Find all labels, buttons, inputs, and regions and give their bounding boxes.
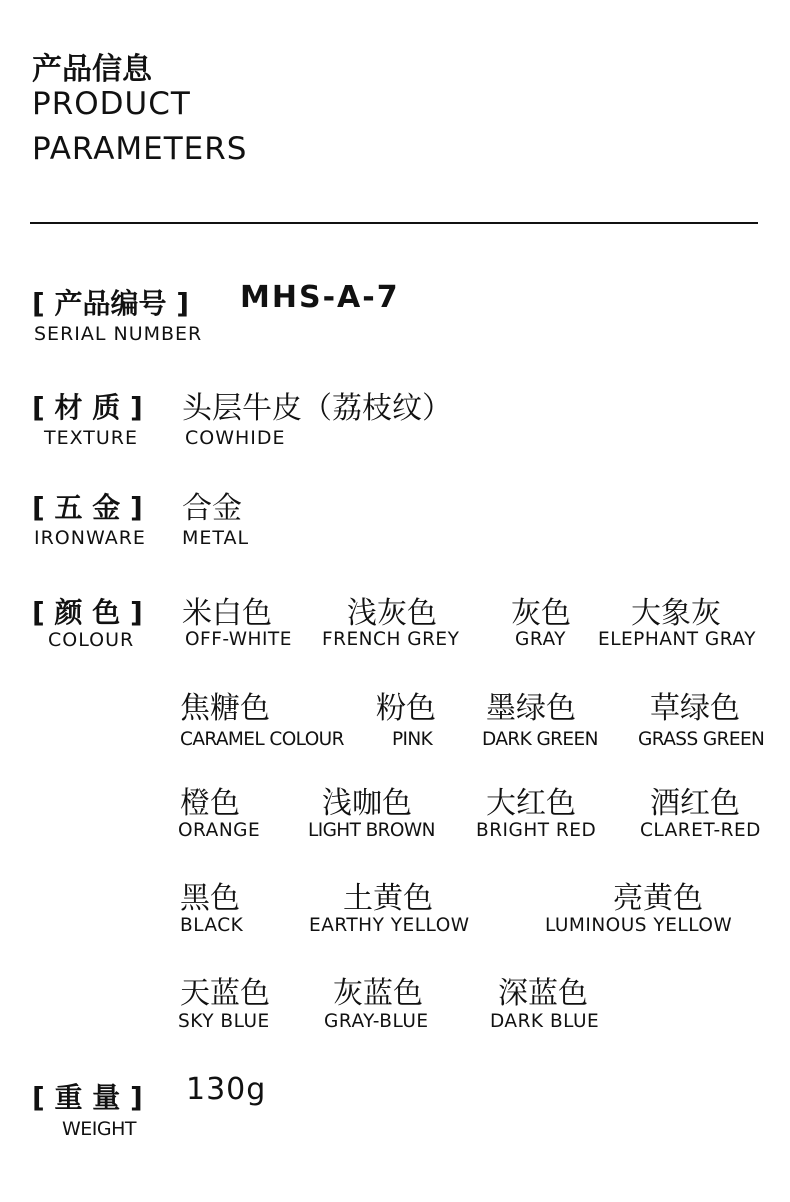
colour-item-en: LIGHT BROWN bbox=[308, 820, 435, 841]
serial-label-en: SERIAL NUMBER bbox=[34, 323, 203, 345]
colour-item-en: EARTHY YELLOW bbox=[309, 915, 470, 936]
colour-item-cn: 天蓝色 bbox=[180, 976, 270, 1011]
title-en-line-2: PARAMETERS bbox=[32, 131, 248, 167]
colour-item-en: DARK GREEN bbox=[482, 729, 598, 750]
serial-value: MHS-A-7 bbox=[240, 280, 400, 315]
colour-item-en: PINK bbox=[392, 729, 433, 750]
colour-item-cn: 黑色 bbox=[180, 881, 240, 916]
colour-item-en: BRIGHT RED bbox=[476, 820, 597, 841]
colour-item-cn: 大红色 bbox=[486, 786, 576, 821]
texture-value-cn: 头层牛皮（荔枝纹） bbox=[182, 391, 452, 426]
colour-item-en: BLACK bbox=[180, 915, 244, 936]
colour-item-en: GRASS GREEN bbox=[638, 729, 765, 750]
colour-item-cn: 酒红色 bbox=[650, 786, 740, 821]
colour-item-en: SKY BLUE bbox=[178, 1011, 270, 1032]
colour-label-en: COLOUR bbox=[48, 629, 135, 651]
colour-item-cn: 深蓝色 bbox=[498, 976, 588, 1011]
colour-item-en: FRENCH GREY bbox=[322, 629, 460, 650]
weight-value: 130g bbox=[186, 1072, 267, 1107]
colour-item-en: OFF-WHITE bbox=[185, 629, 292, 650]
colour-item-en: GRAY-BLUE bbox=[324, 1011, 429, 1032]
title-cn: 产品信息 bbox=[32, 52, 152, 87]
colour-item-cn: 浅灰色 bbox=[347, 596, 437, 631]
texture-value-en: COWHIDE bbox=[185, 427, 286, 449]
colour-item-en: GRAY bbox=[515, 629, 566, 650]
colour-item-cn: 灰色 bbox=[511, 596, 571, 631]
colour-item-cn: 土黄色 bbox=[343, 881, 433, 916]
title-en-line-1: PRODUCT bbox=[32, 86, 191, 122]
colour-label: [ 颜 色 ] bbox=[32, 596, 143, 629]
colour-item-en: LUMINOUS YELLOW bbox=[545, 915, 733, 936]
ironware-value-cn: 合金 bbox=[182, 491, 242, 526]
colour-item-cn: 米白色 bbox=[182, 596, 272, 631]
divider bbox=[30, 222, 758, 224]
colour-item-cn: 焦糖色 bbox=[180, 691, 270, 726]
colour-item-cn: 灰蓝色 bbox=[333, 976, 423, 1011]
weight-label: [ 重 量 ] bbox=[32, 1081, 143, 1114]
texture-label-en: TEXTURE bbox=[44, 427, 139, 449]
colour-item-en: CARAMEL COLOUR bbox=[180, 729, 344, 750]
colour-item-cn: 大象灰 bbox=[631, 596, 721, 631]
colour-item-cn: 墨绿色 bbox=[486, 691, 576, 726]
colour-item-en: ELEPHANT GRAY bbox=[598, 629, 756, 650]
ironware-value-en: METAL bbox=[182, 527, 250, 549]
colour-item-en: DARK BLUE bbox=[490, 1011, 600, 1032]
colour-item-cn: 草绿色 bbox=[650, 691, 740, 726]
colour-item-en: ORANGE bbox=[178, 820, 261, 841]
colour-item-cn: 亮黄色 bbox=[613, 881, 703, 916]
texture-label: [ 材 质 ] bbox=[32, 391, 143, 424]
ironware-label-en: IRONWARE bbox=[34, 527, 146, 549]
ironware-label: [ 五 金 ] bbox=[32, 491, 143, 524]
serial-label: [ 产品编号 ] bbox=[32, 287, 190, 320]
colour-item-cn: 橙色 bbox=[180, 786, 240, 821]
colour-item-cn: 浅咖色 bbox=[322, 786, 412, 821]
weight-label-en: WEIGHT bbox=[62, 1118, 137, 1140]
colour-item-cn: 粉色 bbox=[376, 691, 436, 726]
colour-item-en: CLARET-RED bbox=[640, 820, 761, 841]
